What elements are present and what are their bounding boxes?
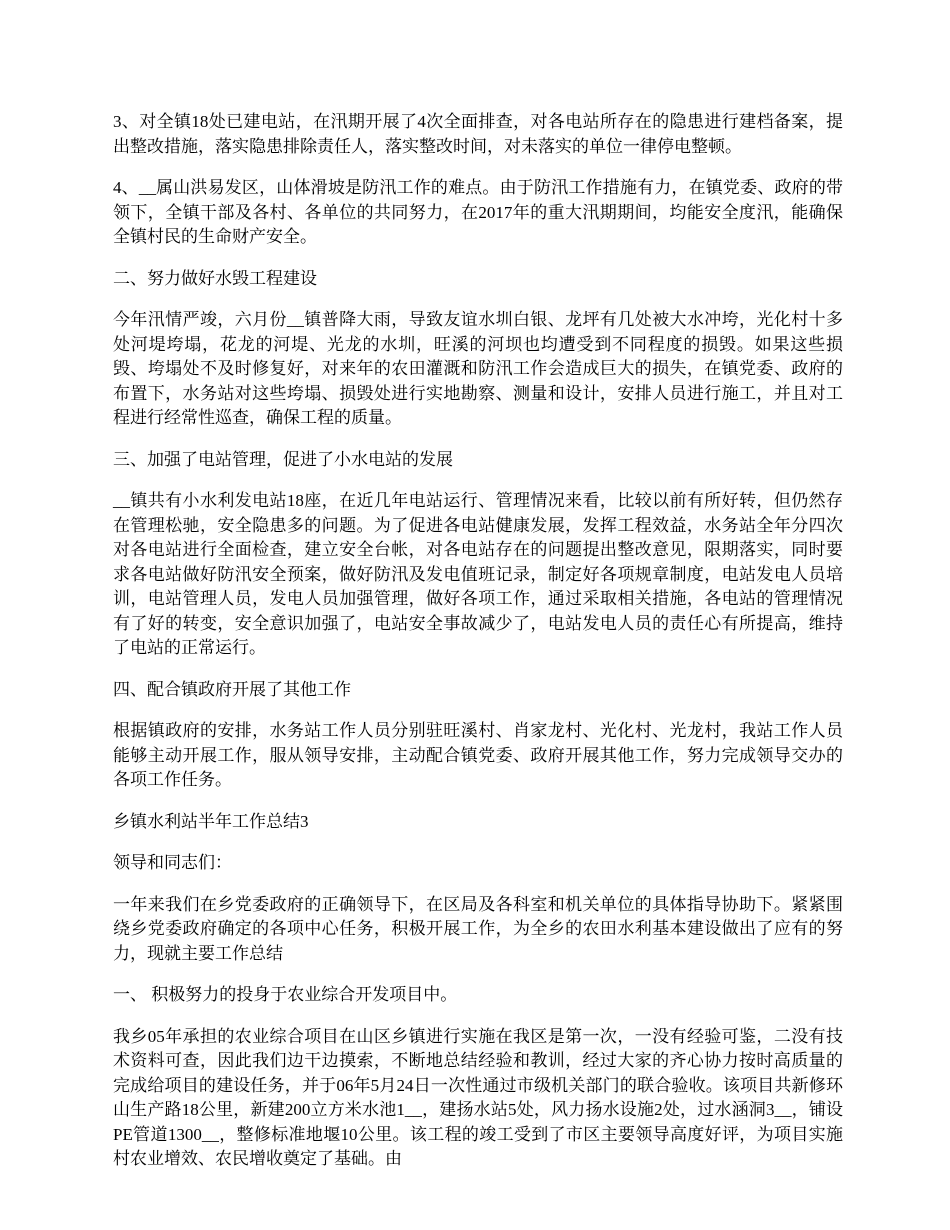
salutation: 领导和同志们： [113, 853, 232, 872]
paragraph-item-3: 3、对全镇18处已建电站，在汛期开展了4次全面排查，对各电站所存在的隐患进行建档备案，提出整改措施，落实隐患排除责任人，落实整改时间，对未落实的单位一律停电整顿。 [113, 112, 843, 156]
paragraph-item-4: 4、__属山洪易发区，山体滑坡是防汛工作的难点。由于防汛工作措施有力，在镇党委、政府的带领下，全镇干部及各村、各单位的共同努力，在2017年的重大汛期期间，均能安全度汛，能确保全镇村民的生命财产安全。 [113, 178, 843, 246]
document-title: 乡镇水利站半年工作总结3 [113, 811, 309, 831]
paragraph-power-station: __镇共有小水利发电站18座，在近几年电站运行、管理情况来看，比较以前有所好转，但仍然存在管理松驰，安全隐患多的问题。为了促进各电站健康发展，发挥工程效益，水务站全年分四次对各电站进行全面检查，建立安全台帐，对各电站存在的问题提出整改意见，限期落实，同时要求各电站做好防汛安全预案，做好防汛及发电值班记录，制定好各项规章制度，电站发电人员培训，电站管理人员，发电人员加强管理，做好各项工作，通过采取相关措施，各电站的管理情况有了好的转变，安全意识加强了，电站安全事故减少了，电站发电人员的责任心有所提高，维持了电站的正常运行。 [113, 491, 843, 657]
section-heading-3: 三、加强了电站管理，促进了小水电站的发展 [113, 449, 453, 469]
section-heading-2: 二、努力做好水毁工程建设 [113, 268, 317, 288]
paragraph-other-work: 根据镇政府的安排，水务站工作人员分别驻旺溪村、肖家龙村、光化村、光龙村，我站工作人员能够主动开展工作，服从领导安排，主动配合镇党委、政府开展其他工作，努力完成领导交办的各项工作任务。 [113, 721, 843, 789]
document-body [113, 110, 843, 1189]
section-heading-4: 四、配合镇政府开展了其他工作 [113, 679, 351, 699]
section-heading-1: 一、 积极努力的投身于农业综合开发项目中。 [113, 985, 458, 1004]
paragraph-agri-project: 我乡05年承担的农业综合项目在山区乡镇进行实施在我区是第一次，一没有经验可鉴，二没有技术资料可查，因此我们边干边摸索，不断地总结经验和教训，经过大家的齐心协力按时高质量的完成给项目的建设任务，并于06年5月24日一次性通过市级机关部门的联合验收。该项目共新修环山生产路18公里，新建200立方米水池1__，建扬水站5处，风力扬水设施2处，过水涵洞3__，铺设PE管道1300__，整修标准地堰10公里。该工程的竣工受到了市区主要领导高度好评，为项目实施村农业增效、农民增收奠定了基础。由 [113, 1026, 843, 1168]
paragraph-intro: 一年来我们在乡党委政府的正确领导下，在区局及各科室和机关单位的具体指导协助下。紧紧围绕乡党委政府确定的各项中心任务，积极开展工作，为全乡的农田水利基本建设做出了应有的努力，现就主要工作总结 [113, 894, 843, 963]
paragraph-flood-repair: 今年汛情严竣，六月份__镇普降大雨，导致友谊水圳白银、龙坪有几处被大水冲垮，光化村十多处河堤垮塌，花龙的河堤、光龙的水圳，旺溪的河坝也均遭受到不同程度的损毁。如果这些损毁、垮塌处不及时修复好，对来年的农田灌溉和防汛工作会造成巨大的损失，在镇党委、政府的布置下，水务站对这些垮塌、损毁处进行实地勘察、测量和设计，安排人员进行施工，并且对工程进行经常性巡查，确保工程的质量。 [113, 310, 843, 427]
